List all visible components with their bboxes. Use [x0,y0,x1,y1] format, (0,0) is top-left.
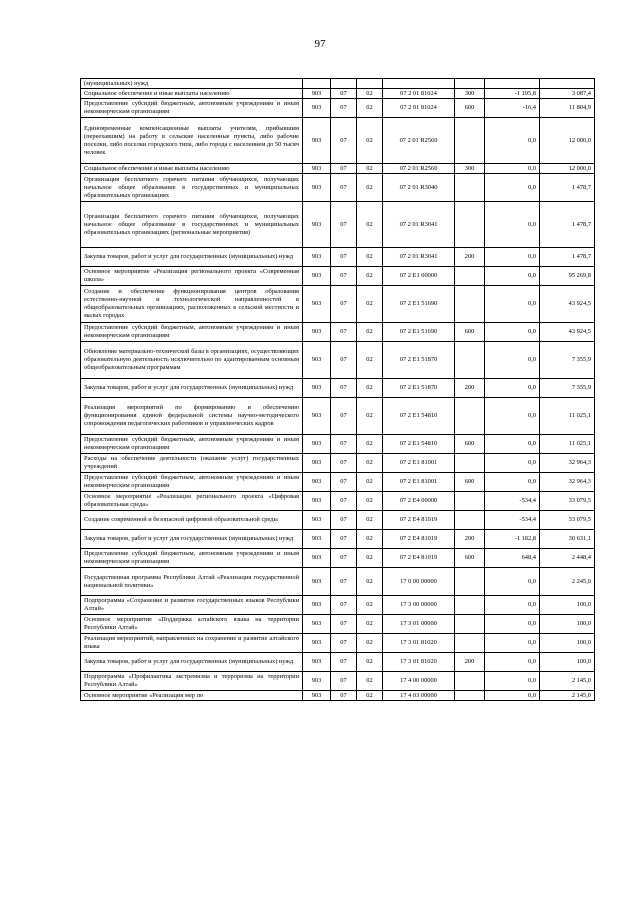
expense-type-cell [455,202,485,248]
table-row [81,286,595,323]
table-row [81,530,595,549]
name-cell: Закупка товаров, работ и услуг для государственных (муниципальных) нужд [81,248,303,267]
total-amount-cell: 33 079,5 [540,511,595,530]
change-amount-cell: -534,4 [485,492,540,511]
section-cell: 07 [331,691,357,701]
name-cell: Предоставление субсидий бюджетным, автономным учреждениям и иным некоммерческим организациям [81,549,303,568]
table-row [81,492,595,511]
name-cell: Основное мероприятие «Реализация регионального проекта «Современная школа» [81,267,303,286]
admin-code-cell: 903 [303,398,331,435]
target-article-cell: 17 3 01 81020 [383,653,455,672]
expense-type-cell: 200 [455,530,485,549]
total-amount-cell: 100,0 [540,634,595,653]
subsection-cell: 02 [357,398,383,435]
admin-code-cell: 903 [303,248,331,267]
total-amount-cell: 1 478,7 [540,248,595,267]
section-cell: 07 [331,596,357,615]
change-amount-cell: 0,0 [485,202,540,248]
subsection-cell: 02 [357,511,383,530]
admin-code-cell: 903 [303,435,331,454]
subsection-cell: 02 [357,596,383,615]
section-cell: 07 [331,530,357,549]
admin-code-cell: 903 [303,473,331,492]
name-cell: Предоставление субсидий бюджетным, автономным учреждениям и иным некоммерческим организациям [81,99,303,118]
admin-code-cell: 903 [303,530,331,549]
change-amount-cell: 0,0 [485,267,540,286]
subsection-cell: 02 [357,164,383,174]
expense-type-cell [455,596,485,615]
target-article-cell: 07 2 E4 81019 [383,530,455,549]
target-article-cell: 07 2 E1 81001 [383,454,455,473]
expense-type-cell [455,511,485,530]
name-cell: Организация бесплатного горячего питания обучающихся, получающих начальное общее образование в государственных и муниципальных образовательных организациях [81,174,303,202]
section-cell: 07 [331,672,357,691]
table-row [81,568,595,596]
name-cell: Закупка товаров, работ и услуг для государственных (муниципальных) нужд [81,379,303,398]
target-article-cell: 07 2 01 81024 [383,89,455,99]
admin-code-cell: 903 [303,511,331,530]
name-cell: Социальное обеспечение и иные выплаты населению [81,164,303,174]
total-amount-cell: 7 355,9 [540,379,595,398]
target-article-cell: 07 2 01 R2560 [383,118,455,164]
target-article-cell: 17 3 01 81020 [383,634,455,653]
expense-type-cell [455,118,485,164]
table-row [81,473,595,492]
admin-code-cell [303,79,331,89]
change-amount-cell: 0,0 [485,634,540,653]
table-row [81,79,595,89]
expense-type-cell [455,286,485,323]
subsection-cell: 02 [357,435,383,454]
section-cell: 07 [331,323,357,342]
subsection-cell [357,79,383,89]
budget-table [80,78,595,701]
change-amount-cell: 0,0 [485,653,540,672]
section-cell: 07 [331,549,357,568]
subsection-cell: 02 [357,286,383,323]
total-amount-cell: 32 964,3 [540,473,595,492]
target-article-cell: 07 2 E4 00000 [383,492,455,511]
subsection-cell: 02 [357,568,383,596]
admin-code-cell: 903 [303,454,331,473]
change-amount-cell: 0,0 [485,473,540,492]
name-cell: Реализация мероприятий, направленных на сохранение и развитие алтайского языка [81,634,303,653]
total-amount-cell: 12 000,0 [540,118,595,164]
target-article-cell: 17 3 00 00000 [383,596,455,615]
target-article-cell: 07 2 01 R3040 [383,174,455,202]
target-article-cell: 07 2 01 R2560 [383,164,455,174]
table-row [81,634,595,653]
total-amount-cell: 1 478,7 [540,202,595,248]
total-amount-cell [540,79,595,89]
expense-type-cell [455,174,485,202]
section-cell: 07 [331,118,357,164]
table-row [81,653,595,672]
expense-type-cell: 600 [455,435,485,454]
admin-code-cell: 903 [303,286,331,323]
admin-code-cell: 903 [303,615,331,634]
section-cell: 07 [331,615,357,634]
total-amount-cell: 7 355,9 [540,342,595,379]
total-amount-cell: 2 245,0 [540,568,595,596]
change-amount-cell: 0,0 [485,342,540,379]
section-cell: 07 [331,286,357,323]
admin-code-cell: 903 [303,164,331,174]
subsection-cell: 02 [357,492,383,511]
section-cell: 07 [331,202,357,248]
table-row [81,435,595,454]
name-cell: Закупка товаров, работ и услуг для государственных (муниципальных) нужд [81,653,303,672]
total-amount-cell: 11 025,1 [540,435,595,454]
expense-type-cell: 200 [455,379,485,398]
name-cell: Социальное обеспечение и иные выплаты населению [81,89,303,99]
subsection-cell: 02 [357,549,383,568]
expense-type-cell: 300 [455,164,485,174]
section-cell: 07 [331,454,357,473]
table-row [81,615,595,634]
expense-type-cell: 600 [455,99,485,118]
expense-type-cell: 300 [455,89,485,99]
section-cell: 07 [331,99,357,118]
change-amount-cell: -16,4 [485,99,540,118]
table-row [81,267,595,286]
total-amount-cell: 100,0 [540,653,595,672]
admin-code-cell: 903 [303,89,331,99]
admin-code-cell: 903 [303,596,331,615]
change-amount-cell: 0,0 [485,596,540,615]
target-article-cell: 07 2 E1 81001 [383,473,455,492]
change-amount-cell: -1 182,8 [485,530,540,549]
target-article-cell: 17 3 01 00000 [383,615,455,634]
target-article-cell: 17 0 00 00000 [383,568,455,596]
target-article-cell: 07 2 E1 54810 [383,398,455,435]
subsection-cell: 02 [357,379,383,398]
subsection-cell: 02 [357,634,383,653]
table-row [81,549,595,568]
name-cell: Создание современной и безопасной цифровой образовательной среды [81,511,303,530]
admin-code-cell: 903 [303,634,331,653]
section-cell: 07 [331,342,357,379]
expense-type-cell [455,672,485,691]
expense-type-cell [455,267,485,286]
expense-type-cell [455,568,485,596]
name-cell: Предоставление субсидий бюджетным, автономным учреждениям и иным некоммерческим организациям [81,473,303,492]
subsection-cell: 02 [357,454,383,473]
change-amount-cell: 0,0 [485,248,540,267]
table-row [81,511,595,530]
total-amount-cell: 33 079,5 [540,492,595,511]
section-cell: 07 [331,379,357,398]
change-amount-cell: 0,0 [485,174,540,202]
name-cell: Основное мероприятие «Реализация мер по [81,691,303,701]
total-amount-cell: 11 025,1 [540,398,595,435]
admin-code-cell: 903 [303,492,331,511]
subsection-cell: 02 [357,248,383,267]
table-row [81,342,595,379]
section-cell: 07 [331,568,357,596]
target-article-cell: 07 2 E4 81019 [383,511,455,530]
table-row [81,202,595,248]
section-cell: 07 [331,89,357,99]
table-row [81,454,595,473]
section-cell: 07 [331,492,357,511]
change-amount-cell: 0,0 [485,435,540,454]
subsection-cell: 02 [357,342,383,379]
section-cell [331,79,357,89]
change-amount-cell: 0,0 [485,615,540,634]
change-amount-cell: 0,0 [485,118,540,164]
admin-code-cell: 903 [303,323,331,342]
admin-code-cell: 903 [303,267,331,286]
change-amount-cell: 0,0 [485,286,540,323]
target-article-cell: 07 2 E1 51690 [383,323,455,342]
name-cell: Организация бесплатного горячего питания обучающихся, получающих начальное общее образование в государственных и муниципальных образовательных организациях (региональные мероприятия) [81,202,303,248]
subsection-cell: 02 [357,323,383,342]
name-cell: Предоставление субсидий бюджетным, автономным учреждениям и иным некоммерческим организациям [81,323,303,342]
expense-type-cell [455,454,485,473]
target-article-cell: 07 2 01 R3041 [383,202,455,248]
subsection-cell: 02 [357,99,383,118]
total-amount-cell: 2 145,0 [540,672,595,691]
table-row [81,118,595,164]
table-row [81,398,595,435]
table-row [81,691,595,701]
expense-type-cell [455,492,485,511]
expense-type-cell: 600 [455,549,485,568]
table-row [81,89,595,99]
admin-code-cell: 903 [303,379,331,398]
subsection-cell: 02 [357,267,383,286]
table-row [81,596,595,615]
admin-code-cell: 903 [303,174,331,202]
total-amount-cell: 11 804,9 [540,99,595,118]
admin-code-cell: 903 [303,568,331,596]
target-article-cell: 07 2 01 R3041 [383,248,455,267]
change-amount-cell: -1 195,8 [485,89,540,99]
name-cell: (муниципальных) нужд [81,79,303,89]
name-cell: Основное мероприятие «Реализация регионального проекта «Цифровая образовательная среда» [81,492,303,511]
expense-type-cell [455,398,485,435]
admin-code-cell: 903 [303,549,331,568]
table-row [81,248,595,267]
name-cell: Реализация мероприятий по формированию и обеспечению функционирования единой федеральной системы научно-методического сопровождения педагогических работников и управленческих кадров [81,398,303,435]
section-cell: 07 [331,473,357,492]
admin-code-cell: 903 [303,691,331,701]
change-amount-cell [485,79,540,89]
change-amount-cell: 0,0 [485,398,540,435]
target-article-cell: 07 2 E4 81019 [383,549,455,568]
target-article-cell: 07 2 01 81024 [383,99,455,118]
subsection-cell: 02 [357,530,383,549]
name-cell: Создание и обеспечение функционирования центров образования естественно-научной и технологической направленностей в общеобразовательных организациях, расположенных в сельской местности и малых городах [81,286,303,323]
total-amount-cell: 12 000,0 [540,164,595,174]
section-cell: 07 [331,653,357,672]
table-row [81,672,595,691]
admin-code-cell: 903 [303,202,331,248]
section-cell: 07 [331,435,357,454]
name-cell: Государственная программа Республики Алтай «Реализация государственной национальной политики» [81,568,303,596]
section-cell: 07 [331,634,357,653]
change-amount-cell: 0,0 [485,568,540,596]
expense-type-cell [455,691,485,701]
subsection-cell: 02 [357,473,383,492]
expense-type-cell [455,342,485,379]
target-article-cell: 17 4 03 00000 [383,691,455,701]
section-cell: 07 [331,248,357,267]
table-row [81,379,595,398]
expense-type-cell: 600 [455,473,485,492]
table-row [81,174,595,202]
total-amount-cell: 2 145,0 [540,691,595,701]
name-cell: Расходы на обеспечение деятельности (оказание услуг) государственных учреждений [81,454,303,473]
subsection-cell: 02 [357,653,383,672]
admin-code-cell: 903 [303,672,331,691]
change-amount-cell: -534,4 [485,511,540,530]
change-amount-cell: 0,0 [485,323,540,342]
section-cell: 07 [331,174,357,202]
name-cell: Закупка товаров, работ и услуг для государственных (муниципальных) нужд [81,530,303,549]
target-article-cell: 07 2 E1 51870 [383,379,455,398]
total-amount-cell: 43 924,5 [540,286,595,323]
target-article-cell: 07 2 E1 51690 [383,286,455,323]
expense-type-cell: 600 [455,323,485,342]
admin-code-cell: 903 [303,342,331,379]
total-amount-cell: 2 448,4 [540,549,595,568]
page-number: 97 [314,38,326,50]
name-cell: Обновление материально-технической базы в организациях, осуществляющих образовательную деятельность исключительно по адаптированным основным общеобразовательным программам [81,342,303,379]
change-amount-cell: 0,0 [485,164,540,174]
section-cell: 07 [331,511,357,530]
expense-type-cell: 200 [455,248,485,267]
total-amount-cell: 100,0 [540,615,595,634]
total-amount-cell: 95 269,8 [540,267,595,286]
target-article-cell: 17 4 00 00000 [383,672,455,691]
target-article-cell: 07 2 E1 00000 [383,267,455,286]
expense-type-cell [455,615,485,634]
table-row [81,323,595,342]
budget-table-container [80,78,594,701]
subsection-cell: 02 [357,89,383,99]
table-row [81,99,595,118]
subsection-cell: 02 [357,174,383,202]
total-amount-cell: 30 631,1 [540,530,595,549]
change-amount-cell: 0,0 [485,379,540,398]
change-amount-cell: 0,0 [485,691,540,701]
total-amount-cell: 100,0 [540,596,595,615]
name-cell: Предоставление субсидий бюджетным, автономным учреждениям и иным некоммерческим организациям [81,435,303,454]
subsection-cell: 02 [357,672,383,691]
name-cell: Единовременные компенсационные выплаты учителям, прибывшим (переехавшим) на работу в сельские населенные пункты, либо рабочие поселки, либо поселки городского типа, либо города с населением до 50 тысяч человек [81,118,303,164]
expense-type-cell: 200 [455,653,485,672]
target-article-cell: 07 2 E1 54810 [383,435,455,454]
total-amount-cell: 3 087,4 [540,89,595,99]
subsection-cell: 02 [357,118,383,164]
admin-code-cell: 903 [303,118,331,164]
target-article-cell [383,79,455,89]
change-amount-cell: 0,0 [485,454,540,473]
subsection-cell: 02 [357,615,383,634]
name-cell: Основное мероприятие «Поддержка алтайского языка на территории Республики Алтай» [81,615,303,634]
budget-table-body [81,79,595,701]
total-amount-cell: 32 964,3 [540,454,595,473]
change-amount-cell: 0,0 [485,672,540,691]
expense-type-cell [455,634,485,653]
section-cell: 07 [331,398,357,435]
admin-code-cell: 903 [303,99,331,118]
change-amount-cell: 648,4 [485,549,540,568]
name-cell: Подпрограмма «Сохранение и развитие государственных языков Республики Алтай» [81,596,303,615]
section-cell: 07 [331,267,357,286]
total-amount-cell: 43 924,5 [540,323,595,342]
total-amount-cell: 1 478,7 [540,174,595,202]
section-cell: 07 [331,164,357,174]
subsection-cell: 02 [357,691,383,701]
target-article-cell: 07 2 E1 51870 [383,342,455,379]
table-row [81,164,595,174]
subsection-cell: 02 [357,202,383,248]
expense-type-cell [455,79,485,89]
name-cell: Подпрограмма «Профилактика экстремизма и терроризма на территории Республики Алтай» [81,672,303,691]
admin-code-cell: 903 [303,653,331,672]
